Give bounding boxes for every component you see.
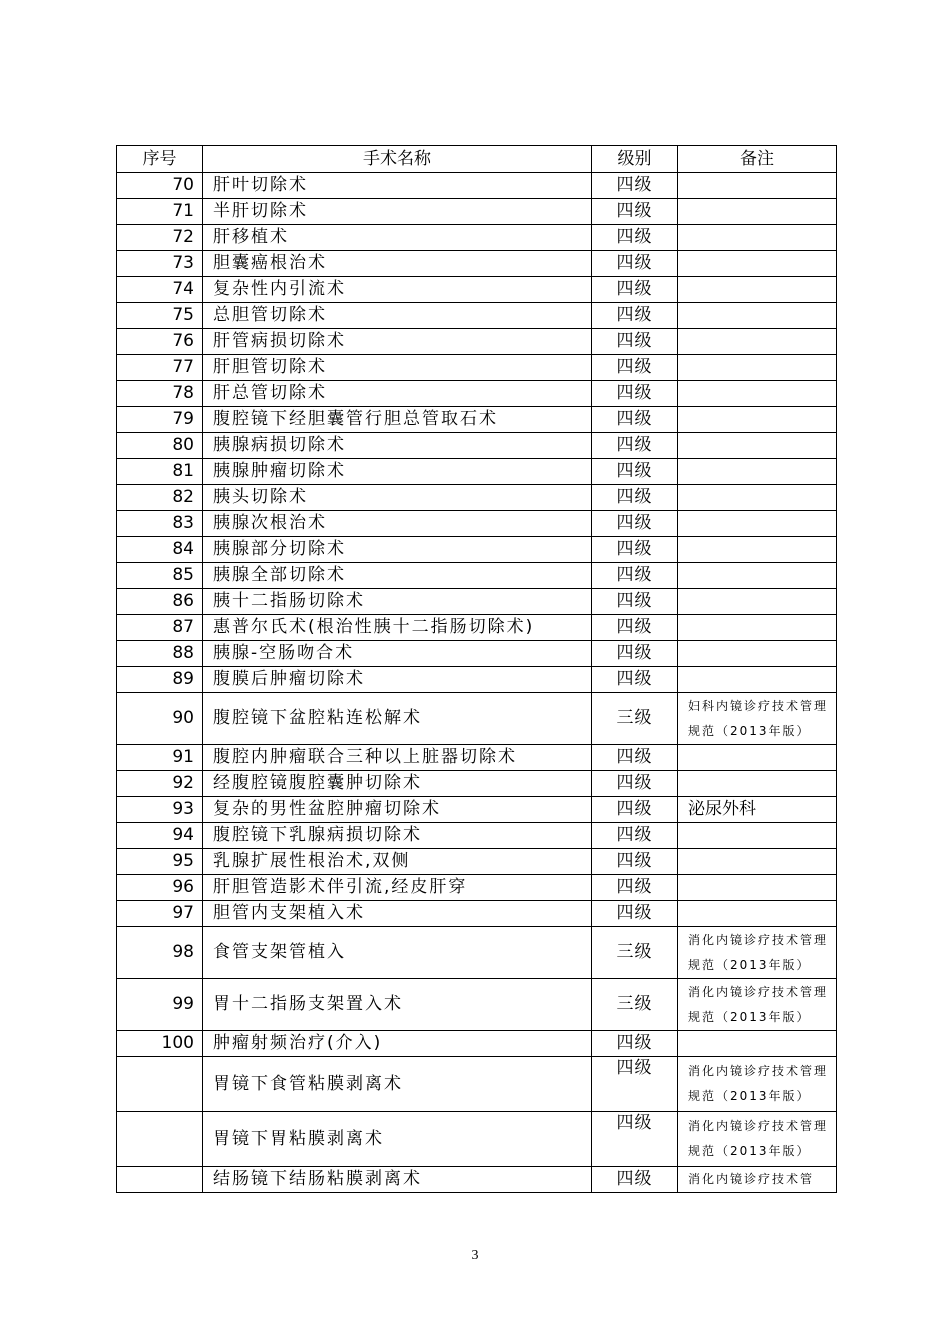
- cell-name: 胰腺全部切除术: [203, 563, 592, 589]
- cell-num: 96: [117, 875, 203, 901]
- cell-name: 胰十二指肠切除术: [203, 589, 592, 615]
- header-num: 序号: [117, 146, 203, 173]
- cell-level: 四级: [592, 797, 678, 823]
- cell-note: [678, 927, 837, 979]
- cell-num: 90: [117, 693, 203, 745]
- cell-note: [678, 875, 837, 901]
- table-header-row: [117, 146, 837, 173]
- table-row: [117, 225, 837, 251]
- cell-level: 四级: [592, 303, 678, 329]
- cell-level: 四级: [592, 407, 678, 433]
- cell-level: 四级: [592, 667, 678, 693]
- table-row: [117, 355, 837, 381]
- note-text: 消化内镜诊疗技术管理规范（2013年版）: [688, 1064, 829, 1103]
- cell-note: [678, 563, 837, 589]
- cell-name: 经腹腔镜腹腔囊肿切除术: [203, 771, 592, 797]
- table-row: [117, 485, 837, 511]
- cell-num: 83: [117, 511, 203, 537]
- cell-level: 四级: [592, 199, 678, 225]
- cell-num: 75: [117, 303, 203, 329]
- table-body: [117, 173, 837, 1193]
- table-row: [117, 199, 837, 225]
- cell-num: [117, 1167, 203, 1193]
- note-text: 消化内镜诊疗技术管: [688, 1172, 815, 1186]
- cell-num: 91: [117, 745, 203, 771]
- cell-name: 肿瘤射频治疗(介入): [203, 1031, 592, 1057]
- cell-note: [678, 407, 837, 433]
- cell-note: [678, 693, 837, 745]
- table-row: [117, 381, 837, 407]
- cell-note: [678, 979, 837, 1031]
- cell-level: 四级: [592, 745, 678, 771]
- cell-name: 胰头切除术: [203, 485, 592, 511]
- cell-name: 胆囊癌根治术: [203, 251, 592, 277]
- table-row: [117, 849, 837, 875]
- cell-num: [117, 1057, 203, 1112]
- cell-note: 泌尿外科: [678, 797, 837, 823]
- cell-note: [678, 277, 837, 303]
- cell-note: [678, 537, 837, 563]
- cell-num: 87: [117, 615, 203, 641]
- cell-note: [678, 225, 837, 251]
- cell-note: [678, 1112, 837, 1167]
- cell-num: 86: [117, 589, 203, 615]
- cell-name: 肝叶切除术: [203, 173, 592, 199]
- header-note: 备注: [678, 146, 837, 173]
- cell-note: [678, 303, 837, 329]
- cell-note: [678, 329, 837, 355]
- cell-name: 胰腺部分切除术: [203, 537, 592, 563]
- table-row: [117, 1031, 837, 1057]
- table-row: [117, 173, 837, 199]
- cell-level: 四级: [592, 823, 678, 849]
- cell-note: [678, 433, 837, 459]
- cell-num: 94: [117, 823, 203, 849]
- cell-name: 肝总管切除术: [203, 381, 592, 407]
- cell-level: 四级: [592, 329, 678, 355]
- cell-name: 胆管内支架植入术: [203, 901, 592, 927]
- cell-name: 乳腺扩展性根治术,双侧: [203, 849, 592, 875]
- cell-num: 100: [117, 1031, 203, 1057]
- cell-note: [678, 771, 837, 797]
- cell-level: 四级: [592, 771, 678, 797]
- cell-name: 胰腺-空肠吻合术: [203, 641, 592, 667]
- table-row: [117, 589, 837, 615]
- table-row: [117, 745, 837, 771]
- table-row: [117, 511, 837, 537]
- cell-note: [678, 901, 837, 927]
- cell-name: 胃镜下胃粘膜剥离术: [203, 1112, 592, 1167]
- cell-note: [678, 485, 837, 511]
- cell-num: 70: [117, 173, 203, 199]
- table-row: [117, 407, 837, 433]
- cell-note: [678, 849, 837, 875]
- cell-note: [678, 745, 837, 771]
- cell-num: 81: [117, 459, 203, 485]
- table-row: [117, 251, 837, 277]
- table-row: [117, 667, 837, 693]
- cell-name: 肝管病损切除术: [203, 329, 592, 355]
- table-row: [117, 1167, 837, 1193]
- cell-name: 胃十二指肠支架置入术: [203, 979, 592, 1031]
- cell-num: 84: [117, 537, 203, 563]
- cell-note: [678, 355, 837, 381]
- cell-level: 四级: [592, 641, 678, 667]
- page-number: 3: [471, 1248, 479, 1263]
- cell-num: 82: [117, 485, 203, 511]
- cell-name: 腹腔镜下乳腺病损切除术: [203, 823, 592, 849]
- cell-level: 四级: [592, 563, 678, 589]
- cell-name: 胰腺肿瘤切除术: [203, 459, 592, 485]
- cell-level: 三级: [592, 693, 678, 745]
- cell-name: 腹腔内肿瘤联合三种以上脏器切除术: [203, 745, 592, 771]
- cell-name: 食管支架管植入: [203, 927, 592, 979]
- cell-name: 半肝切除术: [203, 199, 592, 225]
- cell-num: 78: [117, 381, 203, 407]
- cell-note: [678, 615, 837, 641]
- cell-num: 72: [117, 225, 203, 251]
- cell-name: 肝胆管造影术伴引流,经皮肝穿: [203, 875, 592, 901]
- cell-note: [678, 1057, 837, 1112]
- table-row: [117, 693, 837, 745]
- cell-level: 四级: [592, 1057, 678, 1112]
- table-row: [117, 459, 837, 485]
- table-row: [117, 823, 837, 849]
- table-row: [117, 329, 837, 355]
- cell-level: 四级: [592, 901, 678, 927]
- cell-level: 四级: [592, 1167, 678, 1193]
- cell-level: 四级: [592, 537, 678, 563]
- cell-level: 四级: [592, 615, 678, 641]
- cell-note: [678, 1167, 837, 1193]
- cell-note: [678, 589, 837, 615]
- table-row: [117, 537, 837, 563]
- cell-num: 80: [117, 433, 203, 459]
- cell-num: 97: [117, 901, 203, 927]
- cell-level: 四级: [592, 225, 678, 251]
- cell-num: 89: [117, 667, 203, 693]
- cell-num: 88: [117, 641, 203, 667]
- table-row: [117, 979, 837, 1031]
- note-text: 妇科内镜诊疗技术管理规范（2013年版）: [688, 698, 829, 738]
- table-row: [117, 771, 837, 797]
- table-row: [117, 875, 837, 901]
- cell-level: 四级: [592, 875, 678, 901]
- note-text: 消化内镜诊疗技术管理规范（2013年版）: [688, 932, 829, 972]
- cell-num: 95: [117, 849, 203, 875]
- cell-level: 四级: [592, 277, 678, 303]
- table-row: [117, 433, 837, 459]
- cell-level: 四级: [592, 1031, 678, 1057]
- cell-name: 胰腺次根治术: [203, 511, 592, 537]
- note-text: 消化内镜诊疗技术管理规范（2013年版）: [688, 984, 829, 1024]
- cell-num: 99: [117, 979, 203, 1031]
- cell-note: [678, 667, 837, 693]
- table-row: [117, 927, 837, 979]
- cell-name: 结肠镜下结肠粘膜剥离术: [203, 1167, 592, 1193]
- cell-level: 四级: [592, 433, 678, 459]
- cell-note: [678, 381, 837, 407]
- cell-name: 复杂性内引流术: [203, 277, 592, 303]
- surgery-table: [116, 145, 837, 1193]
- cell-name: 总胆管切除术: [203, 303, 592, 329]
- cell-level: 四级: [592, 355, 678, 381]
- cell-note: [678, 199, 837, 225]
- cell-level: 四级: [592, 173, 678, 199]
- table-row: [117, 615, 837, 641]
- cell-level: 三级: [592, 927, 678, 979]
- cell-note: [678, 641, 837, 667]
- cell-num: 71: [117, 199, 203, 225]
- cell-num: 93: [117, 797, 203, 823]
- cell-name: 腹腔镜下经胆囊管行胆总管取石术: [203, 407, 592, 433]
- cell-name: 胰腺病损切除术: [203, 433, 592, 459]
- cell-note: [678, 251, 837, 277]
- table-row: [117, 563, 837, 589]
- table-row: [117, 1057, 837, 1112]
- header-name: 手术名称: [203, 146, 592, 173]
- cell-note: [678, 1031, 837, 1057]
- cell-level: 四级: [592, 589, 678, 615]
- table-row: [117, 641, 837, 667]
- cell-num: 77: [117, 355, 203, 381]
- table-row: [117, 277, 837, 303]
- cell-num: 79: [117, 407, 203, 433]
- cell-level: 四级: [592, 849, 678, 875]
- note-text: 消化内镜诊疗技术管理规范（2013年版）: [688, 1119, 829, 1158]
- cell-level: 三级: [592, 979, 678, 1031]
- cell-num: 73: [117, 251, 203, 277]
- cell-num: 92: [117, 771, 203, 797]
- cell-num: [117, 1112, 203, 1167]
- cell-name: 胃镜下食管粘膜剥离术: [203, 1057, 592, 1112]
- cell-note: [678, 173, 837, 199]
- table-row: [117, 303, 837, 329]
- cell-name: 肝移植术: [203, 225, 592, 251]
- cell-note: [678, 511, 837, 537]
- cell-level: 四级: [592, 485, 678, 511]
- cell-level: 四级: [592, 459, 678, 485]
- cell-name: 复杂的男性盆腔肿瘤切除术: [203, 797, 592, 823]
- cell-level: 四级: [592, 511, 678, 537]
- cell-note: [678, 459, 837, 485]
- cell-name: 腹腔镜下盆腔粘连松解术: [203, 693, 592, 745]
- cell-num: 85: [117, 563, 203, 589]
- cell-level: 四级: [592, 251, 678, 277]
- cell-name: 肝胆管切除术: [203, 355, 592, 381]
- cell-level: 四级: [592, 381, 678, 407]
- table-row: [117, 797, 837, 823]
- header-level: 级别: [592, 146, 678, 173]
- cell-level: 四级: [592, 1112, 678, 1167]
- table-row: [117, 901, 837, 927]
- cell-name: 腹膜后肿瘤切除术: [203, 667, 592, 693]
- table-row: [117, 1112, 837, 1167]
- cell-num: 76: [117, 329, 203, 355]
- cell-num: 98: [117, 927, 203, 979]
- cell-name: 惠普尔氏术(根治性胰十二指肠切除术): [203, 615, 592, 641]
- cell-num: 74: [117, 277, 203, 303]
- cell-note: [678, 823, 837, 849]
